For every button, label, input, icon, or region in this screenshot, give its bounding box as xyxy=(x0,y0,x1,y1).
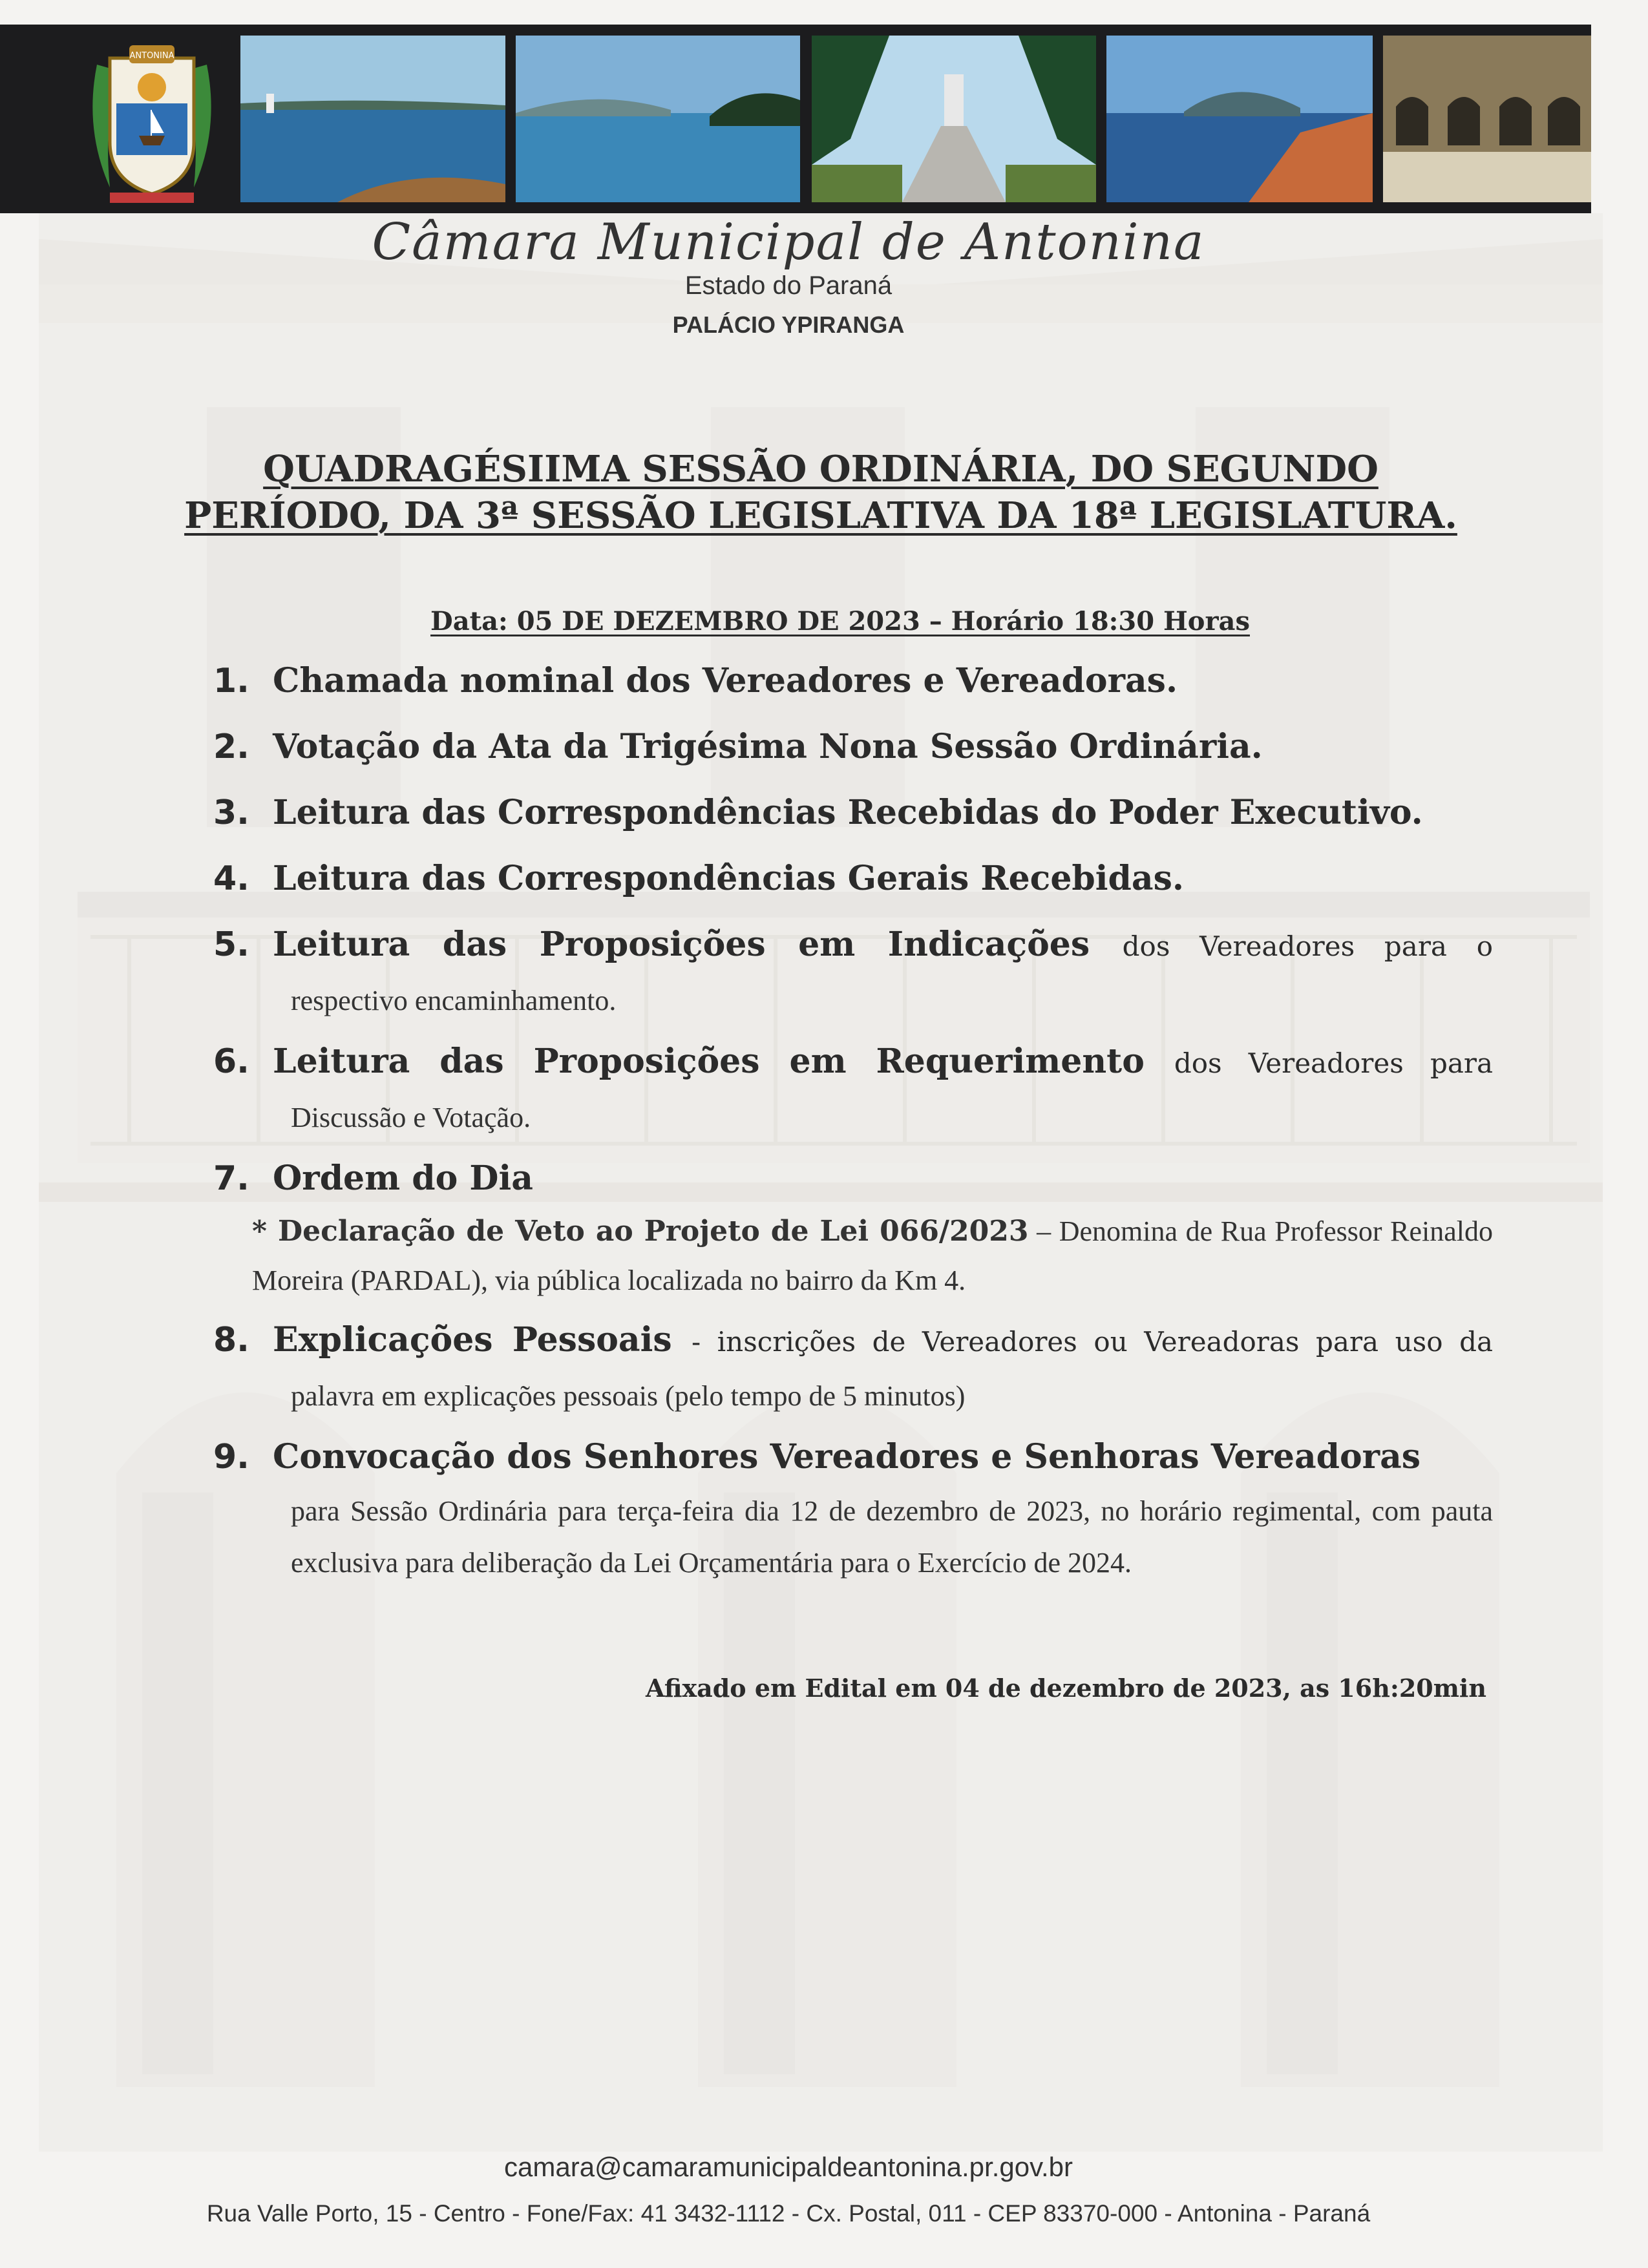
agenda-number: 1. xyxy=(213,662,249,700)
agenda-list xyxy=(213,653,1493,1589)
agenda-title: Ordem do Dia xyxy=(273,1159,533,1198)
agenda-continuation: palavra em explicações pessoais (pelo tempo de 5 minutos) xyxy=(291,1380,966,1412)
photo-coast-rocks xyxy=(1106,36,1373,202)
agenda-note xyxy=(213,1207,1493,1305)
agenda-number: 9. xyxy=(213,1438,249,1476)
agenda-note-bold: * Declaração de Veto ao Projeto de Lei 066/2023 xyxy=(252,1215,1029,1248)
agenda-number: 7. xyxy=(213,1159,249,1198)
municipal-crest-logo xyxy=(84,39,220,207)
agenda-inline-text: dos Vereadores para o xyxy=(1122,930,1493,962)
organization-state: Estado do Paraná xyxy=(684,271,893,300)
agenda-continuation: Discussão e Votação. xyxy=(291,1102,531,1133)
organization-palace: PALÁCIO YPIRANGA xyxy=(672,311,905,338)
agenda-item-2 xyxy=(213,719,1493,775)
photo-bay-islands xyxy=(516,36,800,202)
agenda-title: Leitura das Proposições em Indicações xyxy=(273,925,1090,964)
agenda-title: Convocação dos Senhores Vereadores e Senhoras Vereadoras xyxy=(273,1437,1421,1476)
photo-bay-pier xyxy=(240,36,505,202)
session-date-text: Data: 05 DE DEZEMBRO DE 2023 – Horário 18:30 Horas xyxy=(430,606,1250,636)
photo-waterfront-promenade xyxy=(812,36,1096,202)
footer-email: camara@camaramunicipaldeantonina.pr.gov.br xyxy=(504,2152,1073,2182)
agenda-item-6 xyxy=(213,1033,1493,1144)
agenda-continuation: respectivo encaminhamento. xyxy=(291,985,617,1016)
agenda-title: Leitura das Proposições em Requerimento xyxy=(273,1042,1145,1081)
agenda-item-7 xyxy=(213,1150,1493,1305)
agenda-number: 6. xyxy=(213,1042,249,1081)
photo-ruins-arches xyxy=(1383,36,1591,202)
agenda-continuation: para Sessão Ordinária para terça-feira dia 12 de dezembro de 2023, no horário regimental, com pauta exclusiva para deliberação da Lei Orçamentária para o Exercício de 2024. xyxy=(291,1495,1493,1579)
posted-notice: Afixado em Edital em 04 de dezembro de 2023, as 16h:20min xyxy=(646,1674,1486,1703)
agenda-title-line xyxy=(213,916,1493,975)
agenda-item-9 xyxy=(213,1429,1493,1589)
agenda-note-text: – Denomina de Rua Professor Reinaldo Moreira (PARDAL), via pública localizada no bairro da Km 4. xyxy=(252,1215,1493,1296)
agenda-item-3 xyxy=(213,784,1493,841)
agenda-number: 5. xyxy=(213,925,249,964)
agenda-item-5 xyxy=(213,916,1493,1027)
agenda-item-1 xyxy=(213,653,1493,709)
agenda-number: 3. xyxy=(213,793,249,832)
session-date xyxy=(0,606,1648,636)
session-title-line1: QUADRAGÉSIIMA SESSÃO ORDINÁRIA, DO SEGUNDO xyxy=(263,448,1379,490)
agenda-title: Chamada nominal dos Vereadores e Vereadoras. xyxy=(273,661,1178,700)
agenda-item-4 xyxy=(213,850,1493,907)
session-title xyxy=(116,446,1525,539)
agenda-inline-text: - inscrições de Vereadores ou Vereadoras para uso da xyxy=(691,1326,1494,1358)
crest-label: ANTONINA xyxy=(129,51,174,61)
agenda-title: Leitura das Correspondências Recebidas do Poder Executivo. xyxy=(273,793,1423,832)
agenda-number: 2. xyxy=(213,728,249,766)
agenda-number: 4. xyxy=(213,859,249,898)
agenda-title: Leitura das Correspondências Gerais Recebidas. xyxy=(273,859,1184,898)
agenda-title: Votação da Ata da Trigésima Nona Sessão Ordinária. xyxy=(273,727,1263,766)
agenda-inline-text: dos Vereadores para xyxy=(1174,1047,1493,1079)
footer-address: Rua Valle Porto, 15 - Centro - Fone/Fax: 41 3432-1112 - Cx. Postal, 011 - CEP 83370-000 - Antonina - Paraná xyxy=(206,2200,1371,2227)
agenda-title: Explicações Pessoais xyxy=(273,1320,672,1360)
agenda-number: 8. xyxy=(213,1321,249,1360)
agenda-item-8 xyxy=(213,1312,1493,1422)
organization-name: Câmara Municipal de Antonina xyxy=(372,213,1205,271)
agenda-title-line xyxy=(213,1312,1493,1370)
session-title-line2: PERÍODO, DA 3ª SESSÃO LEGISLATIVA DA 18ª LEGISLATURA. xyxy=(184,494,1457,537)
agenda-title-line xyxy=(213,1033,1493,1092)
